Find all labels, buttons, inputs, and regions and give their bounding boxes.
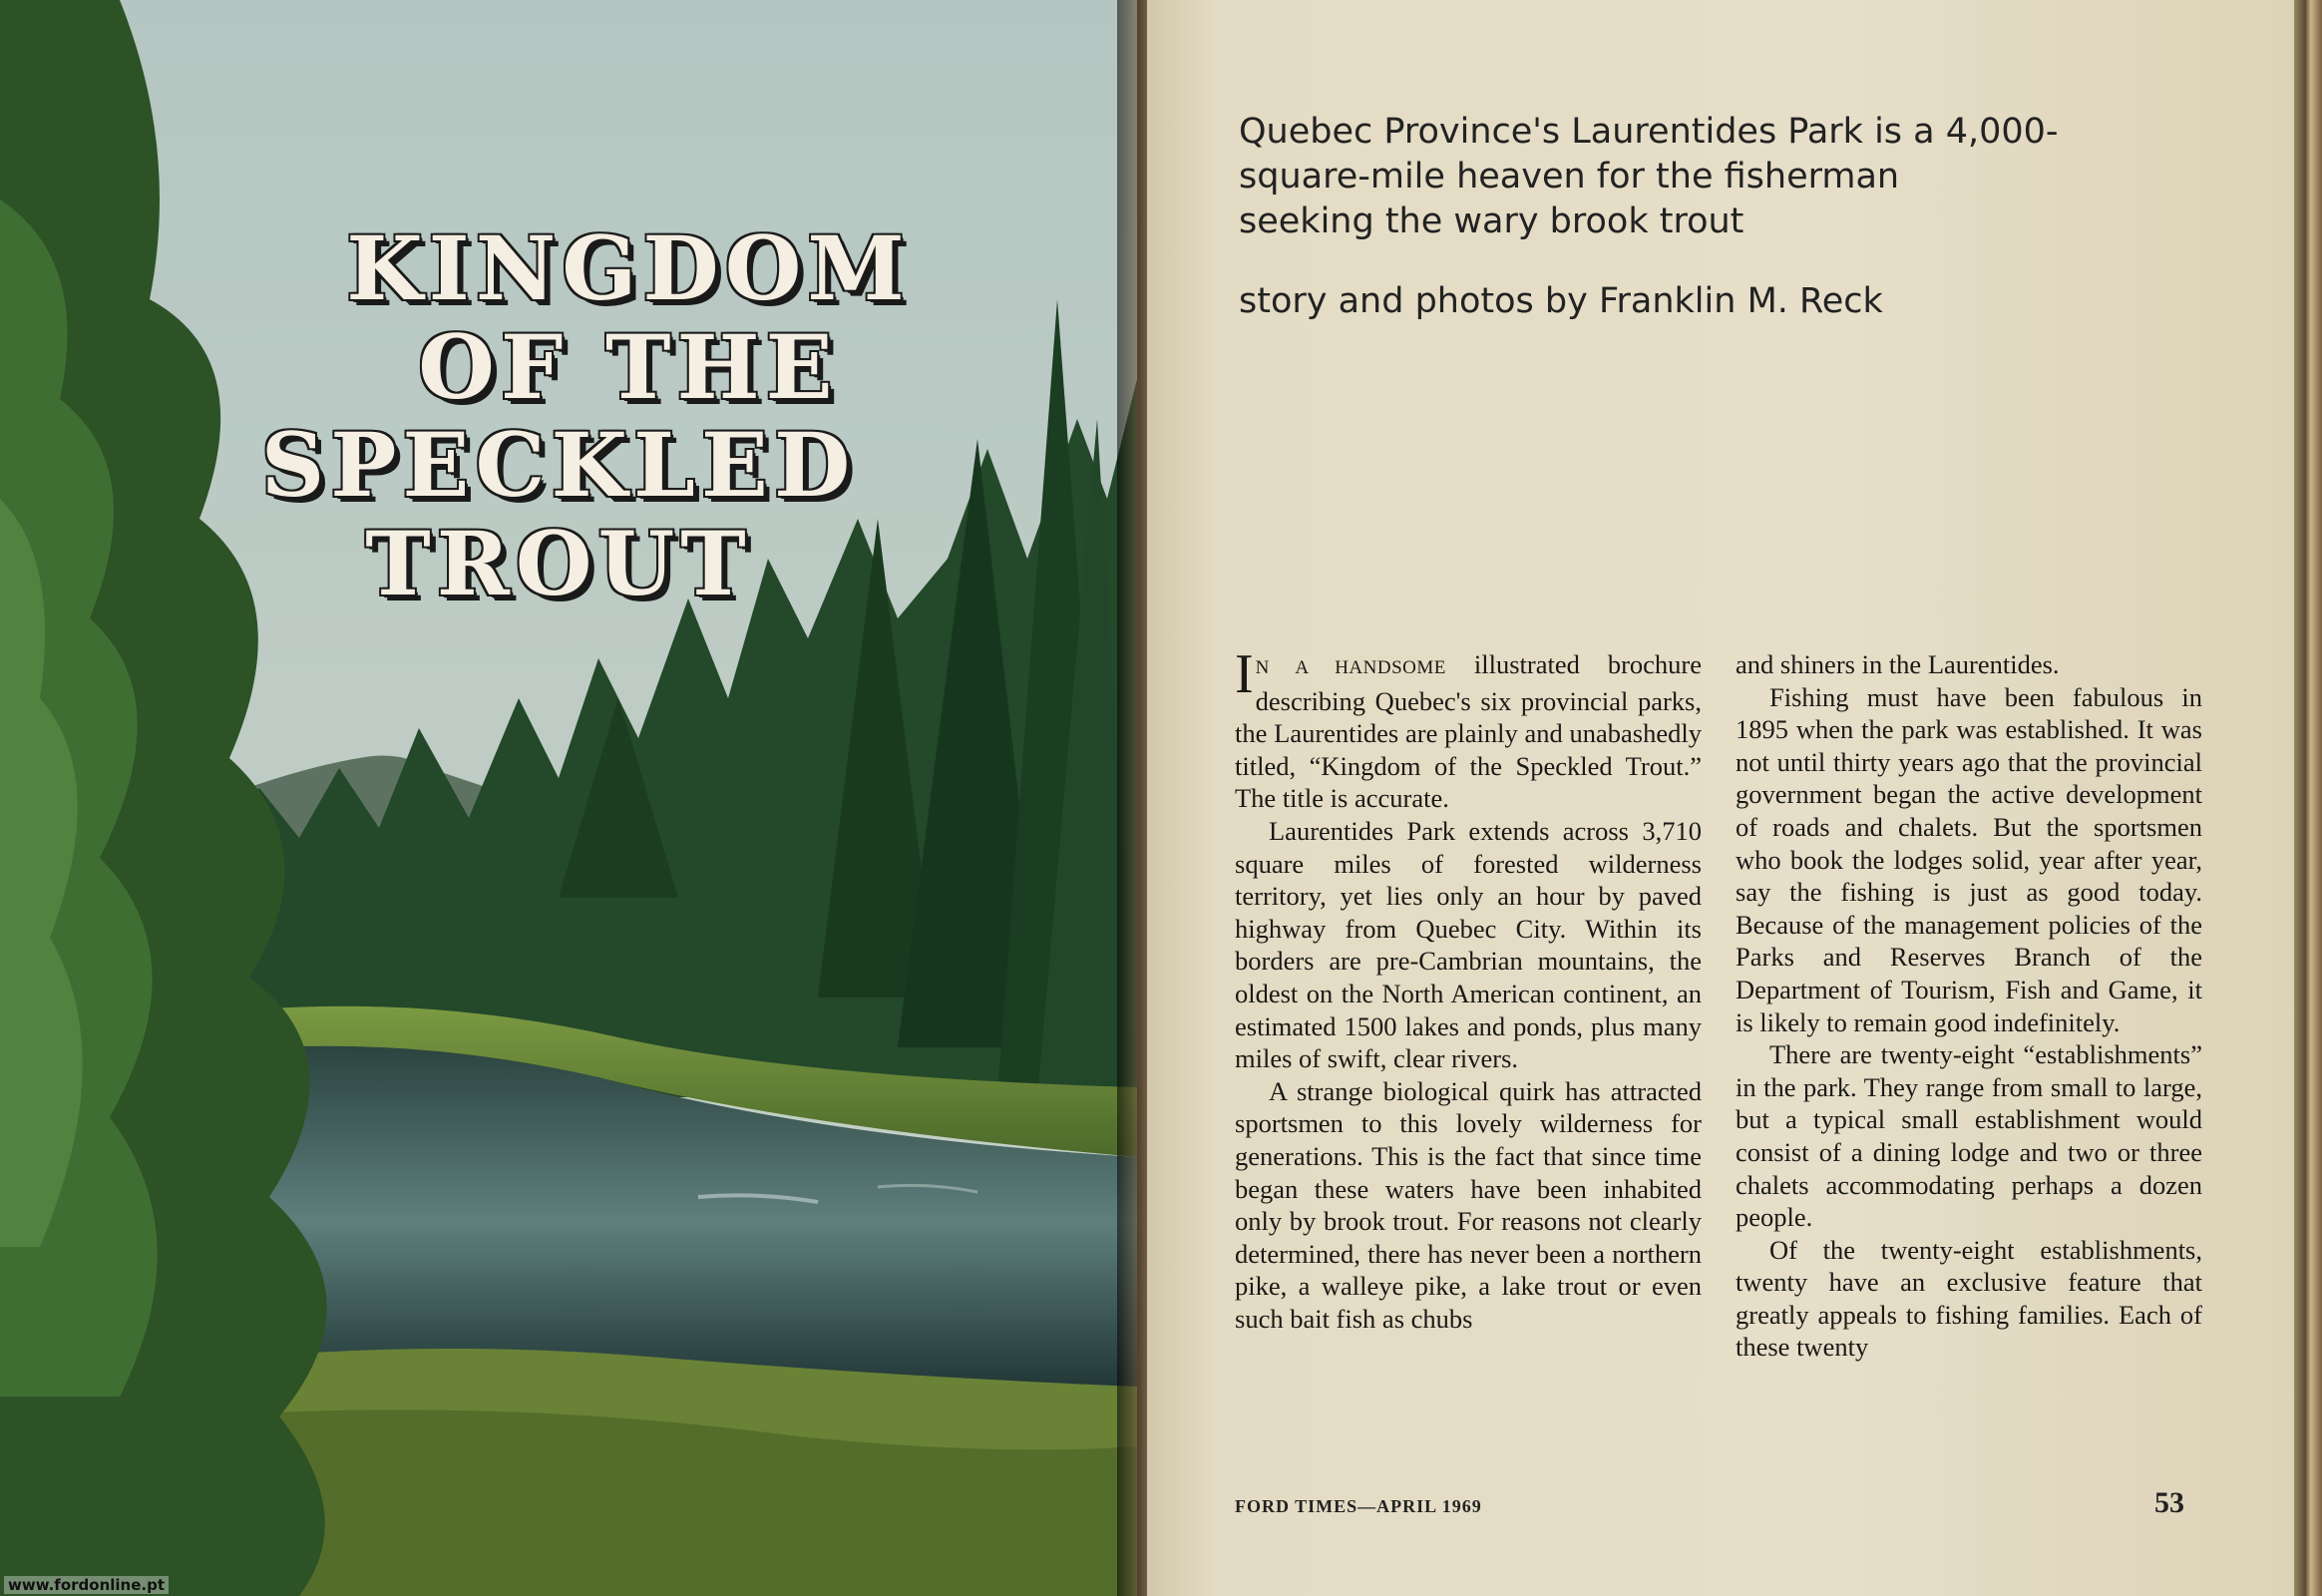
text-page (1147, 0, 2294, 1596)
drop-cap: I (1235, 643, 1254, 705)
article-paragraph: and shiners in the Laurentides. (1736, 649, 2060, 679)
photo-page (0, 0, 1137, 1596)
footer-publication: FORD TIMES—APRIL 1969 (1235, 1496, 1482, 1516)
watermark: www.fordonline.pt (4, 1576, 169, 1594)
byline: story and photos by Franklin M. Reck (1239, 281, 1883, 321)
article-paragraph (1235, 643, 1702, 815)
headline-line-3: SPECKLED TROUT (260, 413, 857, 615)
tagline: Quebec Province's Laurentides Park is a 4,000- square-mile heaven for the fisherman seeking the wary brook trout (1239, 112, 2059, 241)
article-paragraph: Of the twenty-eight establishments, twenty have an exclusive feature that greatly appeals to fishing families. Each of these twenty (1736, 1234, 2202, 1363)
article-paragraph: Laurentides Park extends across 3,710 square miles of forested wilderness territory, yet lies only an hour by paved highway from Quebec City. Within its borders are pre-Cambrian mountains, the oldest on the North American continent, an estimated 1500 lakes and ponds, plus many miles of swift, clear rivers. (1235, 815, 1702, 1074)
paragraph-text: illustrated brochure describing Quebec's six provincial parks, the Laurentides are plainly and unabashedly titled, “Kingdom of the Speckled Trout.” The title is accurate. (1235, 649, 1702, 814)
article-column-left (1235, 643, 1702, 1335)
article-column-right (1736, 648, 2202, 1364)
article-paragraph: There are twenty-eight “establishments” in the park. They range from small to large, but a typical small establishment would consist of a dining lodge and two or three chalets accommodating perhaps a dozen people. (1736, 1039, 2202, 1233)
article-paragraph: Fishing must have been fabulous in 1895 when the park was established. It was not until thirty years ago that the provincial government began the active development of roads and chalets. But the sportsmen who book the lodges solid, year after year, say the fishing is just as good today. Because of the management policies of the Parks and Reserves Branch of the Department of Tourism, Fish and Game, it is likely to remain good indefinitely. (1736, 681, 2202, 1037)
headline-line-1: KINGDOM (346, 216, 911, 320)
page-number: 53 (2154, 1486, 2184, 1519)
headline (60, 216, 1057, 615)
lead-smallcaps: N A HANDSOME (1255, 657, 1446, 678)
page-edge (2294, 0, 2322, 1596)
article-paragraph: A strange biological quirk has attracted sportsmen to this lovely wilderness for generations. This is the fact that since time began these waters have been inhabited only by brook trout. For reasons not clearly determined, there has never been a northern pike, a walleye pike, a lake trout or even such bait fish as chubs (1235, 1075, 1702, 1334)
headline-line-2: OF THE (418, 314, 839, 419)
